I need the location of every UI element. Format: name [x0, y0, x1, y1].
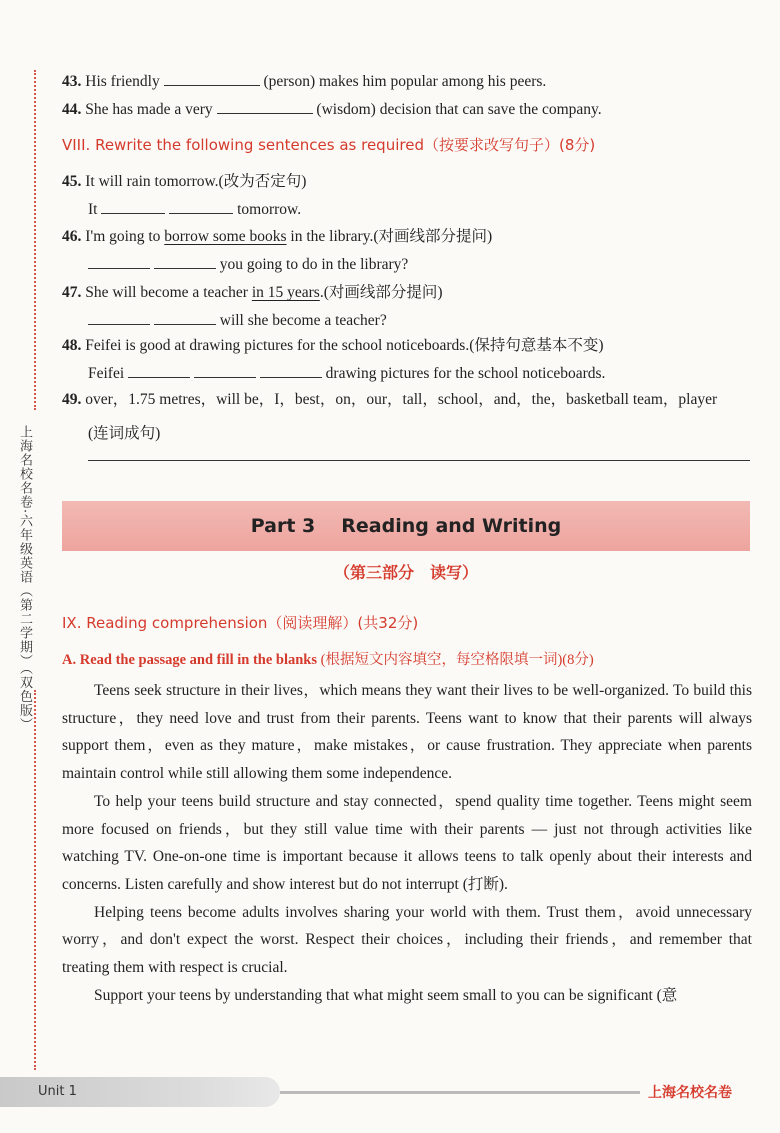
question-48 [62, 335, 604, 357]
margin-dotted-line-top [34, 70, 36, 410]
answer-line-49[interactable] [88, 460, 750, 461]
question-number: 46. [62, 228, 82, 245]
underlined-phrase: borrow some books [164, 228, 287, 245]
margin-dotted-line-bottom [34, 690, 36, 1070]
part-title: Reading and Writing [341, 515, 562, 537]
answer-blank[interactable] [154, 253, 216, 269]
part-3-banner [62, 501, 750, 551]
answer-suffix: will she become a teacher? [219, 312, 387, 329]
section-a-title: A. Read the passage and fill in the blanks [62, 652, 318, 668]
answer-45 [88, 198, 301, 221]
answer-blank[interactable] [164, 70, 260, 86]
part-label: Part 3 [250, 515, 316, 537]
answer-blank[interactable] [128, 362, 190, 378]
answer-blank[interactable] [88, 253, 150, 269]
question-49 [62, 389, 717, 411]
reading-passage [62, 677, 752, 1009]
section-a-heading [62, 648, 594, 669]
answer-suffix: you going to do in the library? [219, 256, 409, 273]
answer-blank[interactable] [260, 362, 322, 378]
answer-blank[interactable] [101, 198, 165, 214]
footer-brand: 上海名校名卷 [648, 1085, 732, 1101]
question-number: 45. [62, 173, 82, 190]
section-viii-heading: VIII. Rewrite the following sentences as required（按要求改写句子）(8分) [62, 136, 596, 154]
answer-prefix: It [88, 201, 98, 218]
question-text: .(对画线部分提问) [319, 284, 443, 301]
answer-47 [88, 309, 387, 332]
answer-blank[interactable] [169, 198, 233, 214]
answer-suffix: drawing pictures for the school noticeboards. [325, 365, 606, 382]
question-number: 48. [62, 337, 82, 354]
passage-paragraph-1: Teens seek structure in their lives，which means they want their lives to be well-organized. To build this structure，they need love and trust from their parents. Teens want to know that their parents will always support them，even as they mature，make mistakes，or cause frustration. They appreciate when parents maintain control while still allowing them some independence. [62, 682, 752, 783]
question-45 [62, 171, 306, 193]
answer-suffix: tomorrow. [237, 201, 302, 218]
book-side-title: 上海名校名卷·六年级英语（第二学期）（双色版） [17, 425, 32, 732]
answer-48 [88, 362, 605, 385]
question-49-note: (连词成句) [88, 425, 161, 442]
question-43 [62, 70, 546, 93]
question-text: in the library.(对画线部分提问) [290, 228, 493, 245]
question-44 [62, 98, 602, 121]
question-number: 49. [62, 391, 82, 408]
answer-46 [88, 253, 408, 276]
question-text: over，1.75 metres，will be，I，best，on，our，tall，school，and，the，basketball team，player [85, 391, 718, 408]
passage-paragraph-3: Helping teens become adults involves sharing your world with them. Trust them，avoid unnecessary worry，and don't expect the worst. Respect their choices，including their friends，and remember that treating them with respect is crucial. [62, 903, 752, 977]
answer-blank[interactable] [217, 98, 313, 114]
answer-blank[interactable] [154, 309, 216, 325]
question-46 [62, 226, 492, 248]
passage-paragraph-2: To help your teens build structure and stay connected，spend quality time together. Teens might seem more focused on friends，but they still value time with their parents — just not through activities like watching TV. One-on-one time is important because it allows teens to talk openly about their interests and concerns. Listen carefully and show interest but do not interrupt (打断). [62, 792, 752, 893]
part-3-chinese-title: （第三部分 读写） [333, 563, 478, 582]
question-text: She will become a teacher [85, 284, 248, 301]
question-text: His friendly [85, 73, 160, 90]
question-text: She has made a very [85, 101, 213, 118]
footer-rule [280, 1091, 640, 1094]
question-number: 47. [62, 284, 82, 301]
question-47 [62, 282, 443, 304]
question-text: (wisdom) decision that can save the company. [316, 101, 602, 118]
question-text: I'm going to [85, 228, 161, 245]
passage-paragraph-4: Support your teens by understanding that what might seem small to you can be significant (意 [94, 986, 678, 1004]
answer-prefix: Feifei [88, 365, 125, 382]
question-number: 44. [62, 101, 82, 118]
answer-blank[interactable] [194, 362, 256, 378]
question-text: Feifei is good at drawing pictures for the school noticeboards.(保持句意基本不变) [85, 337, 604, 354]
answer-blank[interactable] [88, 309, 150, 325]
section-a-instruction: (根据短文内容填空，每空格限填一词)(8分) [320, 652, 594, 668]
section-ix-heading: IX. Reading comprehension（阅读理解）(共32分) [62, 614, 419, 632]
question-number: 43. [62, 73, 82, 90]
question-text: It will rain tomorrow.(改为否定句) [85, 173, 307, 190]
question-text: (person) makes him popular among his peers. [263, 73, 547, 90]
footer-unit-label: Unit 1 [38, 1084, 77, 1099]
underlined-phrase: in 15 years [251, 284, 320, 301]
